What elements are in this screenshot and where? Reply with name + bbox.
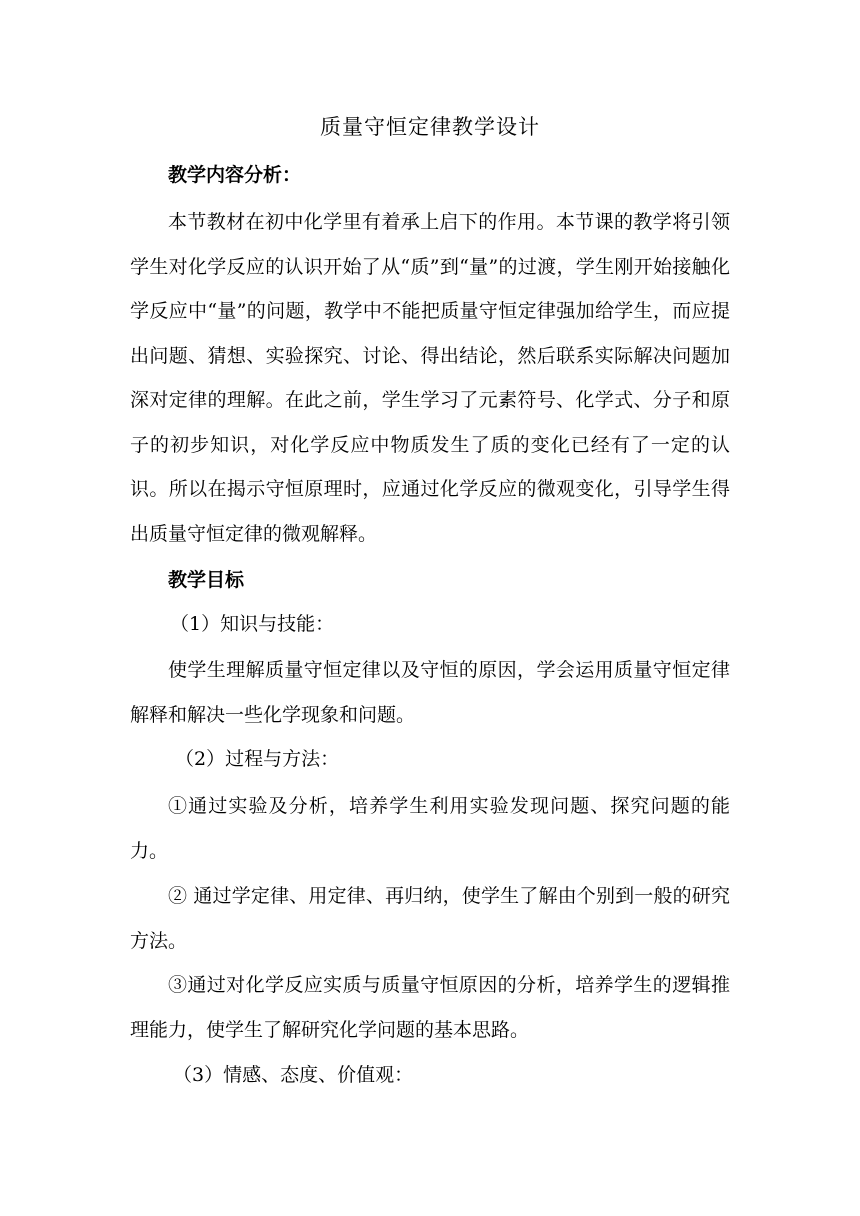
section-heading-teaching-goals: 教学目标 <box>168 569 245 591</box>
goal3-heading: （3）情感、态度、价值观： <box>173 1064 414 1086</box>
goal1-paragraph: 使学生理解质量守恒定律以及守恒的原因，学会运用质量守恒定律解释和解决一些化学现象和问题。 <box>130 659 730 726</box>
goal1-heading: （1）知识与技能： <box>170 613 335 635</box>
goal2-heading: （2）过程与方法： <box>175 748 340 770</box>
goal2-item-2: ② 通过学定律、用定律、再归纳，使学生了解由个别到一般的研究方法。 <box>130 885 730 952</box>
goal2-item-1: ①通过实验及分析，培养学生利用实验发现问题、探究问题的能力。 <box>130 795 730 862</box>
document-title: 质量守恒定律教学设计 <box>320 115 540 139</box>
content-analysis-paragraph: 本节教材在初中化学里有着承上启下的作用。本节课的教学将引领学生对化学反应的认识开始了从“质”到“量”的过渡，学生刚开始接触化学反应中“量”的问题，教学中不能把质量守恒定律强加给学生，而应提出问题、猜想、实验探究、讨论、得出结论，然后联系实际解决问题加深对定律的理解。在此之前，学生学习了元素符号、化学式、分子和原子的初步知识，对化学反应中物质发生了质的变化已经有了一定的认识。所以在揭示守恒原理时，应通过化学反应的微观变化，引导学生得出质量守恒定律的微观解释。 <box>130 211 730 545</box>
goal2-item-3: ③通过对化学反应实质与质量守恒原因的分析，培养学生的逻辑推理能力，使学生了解研究化学问题的基本思路。 <box>130 974 730 1041</box>
section-heading-content-analysis: 教学内容分析： <box>168 164 302 186</box>
